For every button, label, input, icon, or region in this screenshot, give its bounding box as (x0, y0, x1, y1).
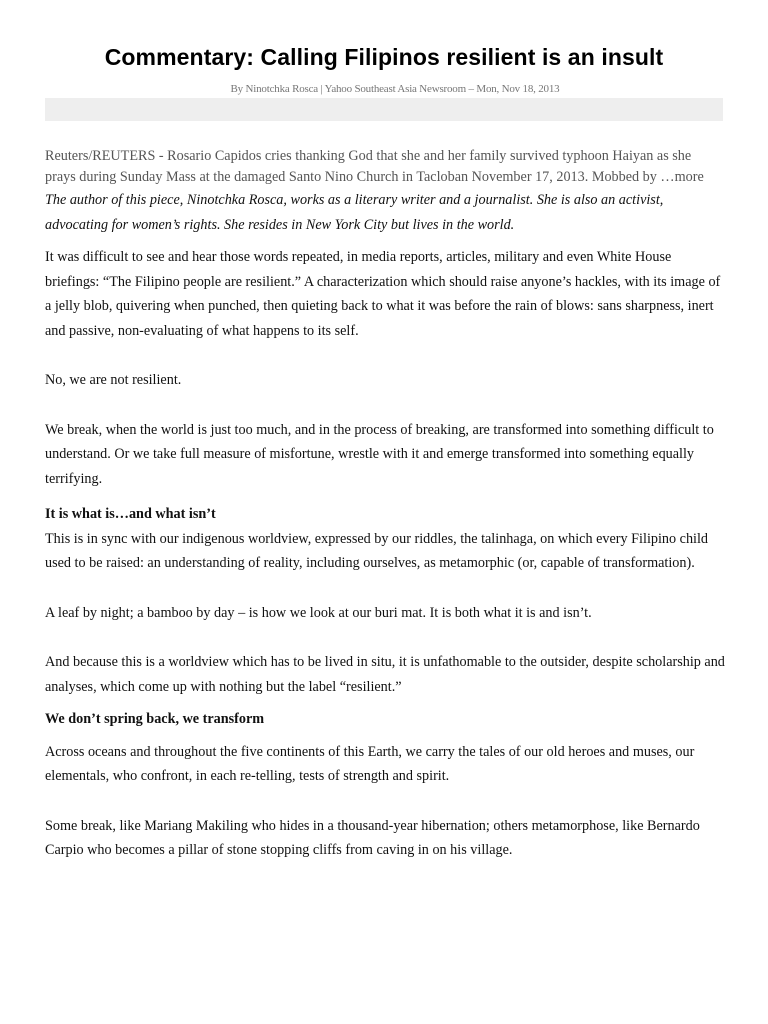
paragraph-3: We break, when the world is just too much, and in the process of breaking, are transformed into something difficult to understand. Or we take full measure of misfortune, wrestle with it and emerge transformed into something equally terrifying. (45, 421, 714, 487)
article-byline: By Ninotchka Rosca | Yahoo Southeast Asia Newsroom – Mon, Nov 18, 2013 (230, 83, 560, 95)
paragraph-1: It was difficult to see and hear those words repeated, in media reports, articles, military and even White House briefings: “The Filipino people are resilient.” A characterization which should raise anyone’s hackles, with its image of a jelly blob, quivering when punched, then quieting back to what it was before the rain of blows: sans sharpness, inert and passive, non-evaluating of what happens to its self. (45, 249, 721, 339)
author-intro: The author of this piece, Ninotchka Rosca, works as a literary writer and a journalist. She is also an activist, advocating for women’s rights. She resides in New York City but lives in the world. (45, 192, 664, 233)
image-placeholder-bar (45, 98, 723, 121)
paragraph-5: A leaf by night; a bamboo by day – is how we look at our buri mat. It is both what it is and isn’t. (45, 604, 592, 621)
section-heading-2: We don’t spring back, we transform (45, 711, 265, 727)
article-title: Commentary: Calling Filipinos resilient is an insult (104, 44, 664, 70)
section-heading-1: It is what is…and what isn’t (45, 506, 216, 522)
paragraph-4: This is in sync with our indigenous worldview, expressed by our riddles, the talinhaga, on which every Filipino child used to be raised: an understanding of reality, including ourselves, as metamorphic (or, capable of transformation). (45, 530, 709, 571)
paragraph-6: And because this is a worldview which has to be lived in situ, it is unfathomable to the outsider, despite scholarship and analyses, which come up with nothing but the label “resilient.” (45, 654, 725, 695)
article-body (45, 146, 725, 863)
paragraph-8: Some break, like Mariang Makiling who hides in a thousand-year hibernation; others metamorphose, like Bernardo Carpio who becomes a pillar of stone stopping cliffs from caving in on his village. (45, 817, 700, 858)
paragraph-2: No, we are not resilient. (45, 372, 182, 388)
paragraph-7: Across oceans and throughout the five continents of this Earth, we carry the tales of our old heroes and muses, our elementals, who confront, in each re-telling, tests of strength and spirit. (45, 743, 695, 784)
photo-caption: Reuters/REUTERS - Rosario Capidos cries thanking God that she and her family survived typhoon Haiyan as she prays during Sunday Mass at the damaged Santo Nino Church in Tacloban November 17, 2013. Mobbed by …more (45, 148, 704, 185)
